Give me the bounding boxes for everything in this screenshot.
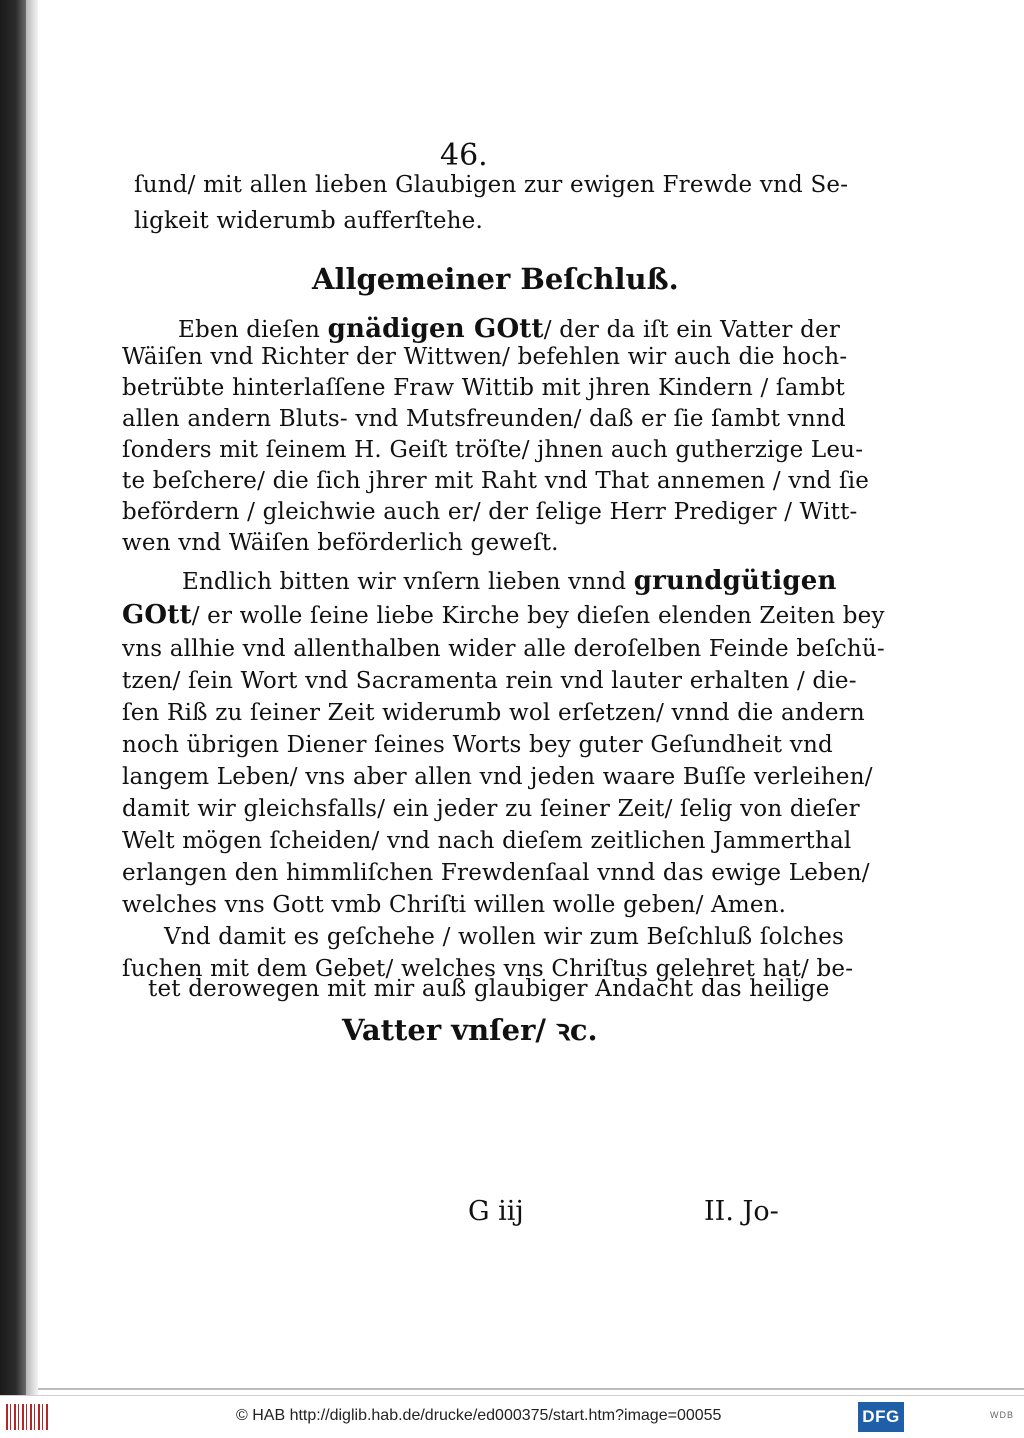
text-line: tet derowegen mit mir auß glaubiger Andacht das heilige bbox=[148, 976, 830, 1002]
section-heading: Allgemeiner Beſchluß. bbox=[312, 262, 679, 296]
text-line: ſund/ mit allen lieben Glaubigen zur ewigen Frewde vnd Se- bbox=[134, 172, 849, 198]
text-line: welches vns Gott vmb Chriſti willen wolle geben/ Amen. bbox=[122, 892, 787, 918]
emphasis-run: gnädigen GOtt bbox=[327, 314, 544, 344]
emphasis-run: grundgütigen bbox=[633, 566, 837, 596]
text-line: erlangen den himmliſchen Frewdenſaal vnnd das ewige Leben/ bbox=[122, 860, 870, 886]
text-line: wen vnd Wäiſen beförderlich geweſt. bbox=[122, 530, 559, 556]
scan-book-edge bbox=[0, 0, 26, 1395]
text-line: damit wir gleichsfalls/ ein jeder zu ſeiner Zeit/ ſelig von dieſer bbox=[122, 796, 860, 822]
text-line: vns allhie vnd allenthalben wider alle deroſelben Feinde beſchü- bbox=[122, 636, 885, 662]
text-line: Wäiſen vnd Richter der Wittwen/ befehlen wir auch die hoch- bbox=[122, 344, 848, 370]
text-line: ligkeit widerumb aufferſtehe. bbox=[134, 208, 483, 234]
dfg-logo[interactable]: DFG bbox=[858, 1402, 904, 1432]
text-line: allen andern Bluts- vnd Mutsfreunden/ daß er ſie ſambt vnnd bbox=[122, 406, 846, 432]
text-line: Welt mögen ſcheiden/ vnd nach dieſem zeitlichen Jammerthal bbox=[122, 828, 852, 854]
text-run: / der da iſt ein Vatter der bbox=[543, 317, 841, 343]
signature-mark: G iij bbox=[468, 1196, 524, 1227]
text-line: betrübte hinterlaſſene Fraw Wittib mit jhren Kindern / ſambt bbox=[122, 375, 845, 401]
text-line: langem Leben/ vns aber allen vnd jeden waare Buſſe verleihen/ bbox=[122, 764, 873, 790]
text-run: Endlich bitten wir vnſern lieben vnnd bbox=[182, 569, 634, 595]
text-line: ſen Riß zu ſeiner Zeit widerumb wol erſetzen/ vnnd die andern bbox=[122, 700, 865, 726]
text-line: noch übrigen Diener ſeines Worts bey guter Geſundheit vnd bbox=[122, 732, 833, 758]
barcode-icon bbox=[6, 1404, 48, 1430]
text-run: Eben dieſen bbox=[178, 317, 328, 343]
text-line: Vnd damit es geſchehe / wollen wir zum Beſchluß ſolches bbox=[164, 924, 845, 950]
scan-gutter-shadow bbox=[26, 0, 38, 1395]
page-number: 46. bbox=[440, 138, 488, 173]
text-line: ſuchen mit dem Gebet/ welches vns Chriſtus gelehret hat/ be- bbox=[122, 956, 854, 982]
closing-line: Vatter vnſer/ ꝛc. bbox=[342, 1013, 598, 1047]
text-line bbox=[122, 600, 885, 630]
text-line: befördern / gleichwie auch er/ der ſelige Herr Prediger / Witt- bbox=[122, 499, 858, 525]
catchword: II. Jo- bbox=[704, 1196, 779, 1227]
text-line: te beſchere/ die ſich jhrer mit Raht vnd That annemen / vnd ſie bbox=[122, 468, 870, 494]
viewer-footer bbox=[0, 1395, 1024, 1438]
text-line bbox=[178, 314, 840, 344]
text-line: tzen/ ſein Wort vnd Sacramenta rein vnd lauter erhalten / die- bbox=[122, 668, 857, 694]
wdb-logo: WDB bbox=[990, 1410, 1014, 1420]
copyright-link[interactable]: © HAB http://diglib.hab.de/drucke/ed000375/start.htm?image=00055 bbox=[236, 1407, 722, 1424]
page-bottom-edge bbox=[38, 1388, 1024, 1390]
text-run: / er wolle ſeine liebe Kirche bey dieſen elenden Zeiten bey bbox=[191, 603, 885, 629]
text-line bbox=[182, 566, 837, 596]
emphasis-run: GOtt bbox=[122, 600, 192, 630]
text-line: ſonders mit ſeinem H. Geiſt tröſte/ jhnen auch gutherzige Leu- bbox=[122, 437, 864, 463]
